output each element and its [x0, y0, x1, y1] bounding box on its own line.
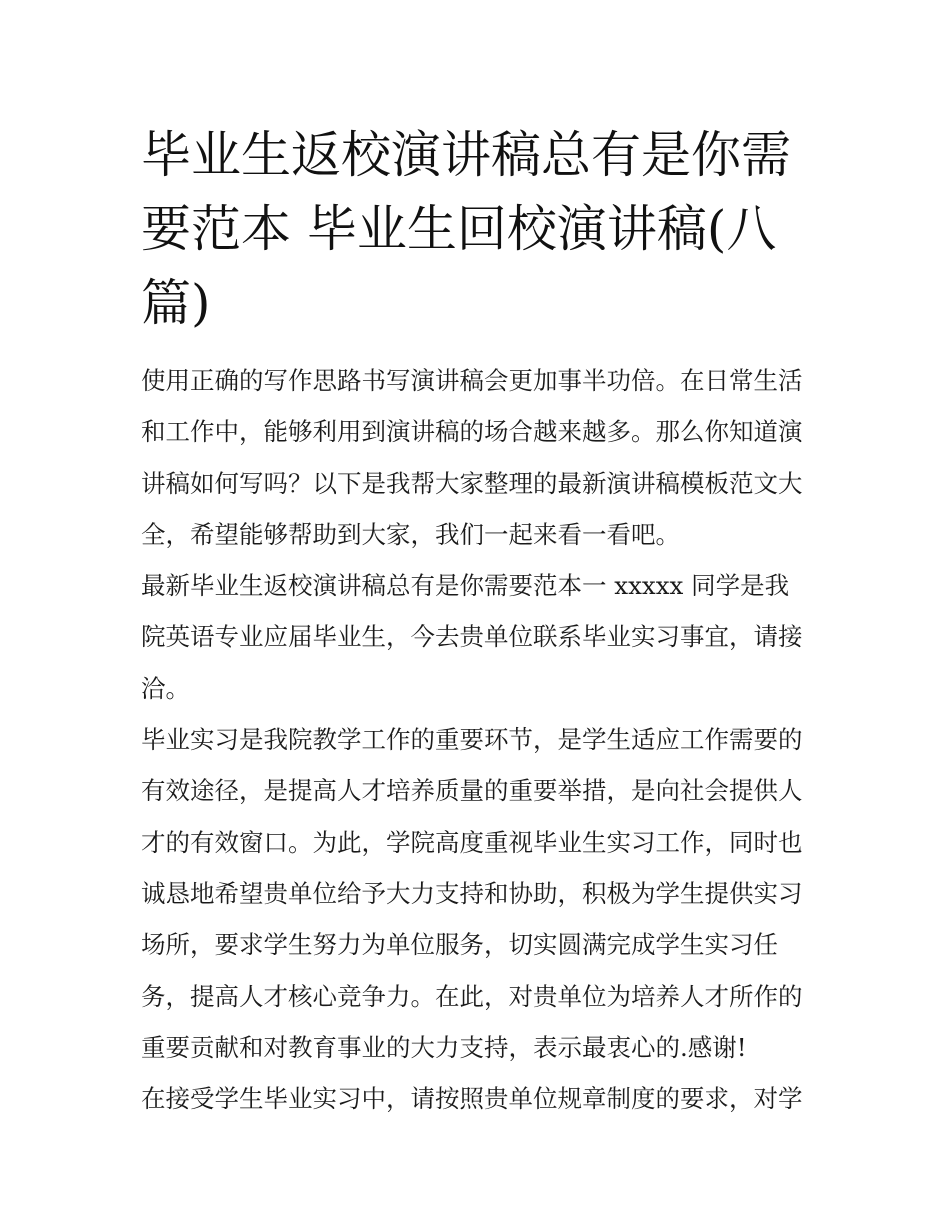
paragraph-requirements: 在接受学生毕业实习中，请按照贵单位规章制度的要求，对学 [141, 1084, 803, 1114]
paragraph-internship: 毕业实习是我院教学工作的重要环节，是学生适应工作需要的有效途径，是提高人才培养质量的重要举措，是向社会提供人才的有效窗口。为此，学院高度重视毕业生实习工作，同时也诚恳地希望贵单位给予大力支持和协助，积极为学生提供实习场所，要求学生努力为单位服务，切实圆满完成学生实习任务，提高人才核心竞争力。在此，对贵单位为培养人才所作的重要贡献和对教育事业的大力支持，表示最衷心的.感谢! [141, 725, 803, 1062]
paragraph-intro: 使用正确的写作思路书写演讲稿会更加事半功倍。在日常生活和工作中，能够利用到演讲稿的场合越来越多。那么你知道演讲稿如何写吗？以下是我帮大家整理的最新演讲稿模板范文大全，希望能够帮助到大家，我们一起来看一看吧。 [141, 366, 803, 549]
document-body [141, 355, 813, 1124]
paragraph-sample-one: 最新毕业生返校演讲稿总有是你需要范本一 xxxxx 同学是我院英语专业应届毕业生，今去贵单位联系毕业实习事宜，请接洽。 [141, 571, 803, 703]
document-title: 毕业生返校演讲稿总有是你需要范本 毕业生回校演讲稿(八篇) [141, 126, 791, 332]
